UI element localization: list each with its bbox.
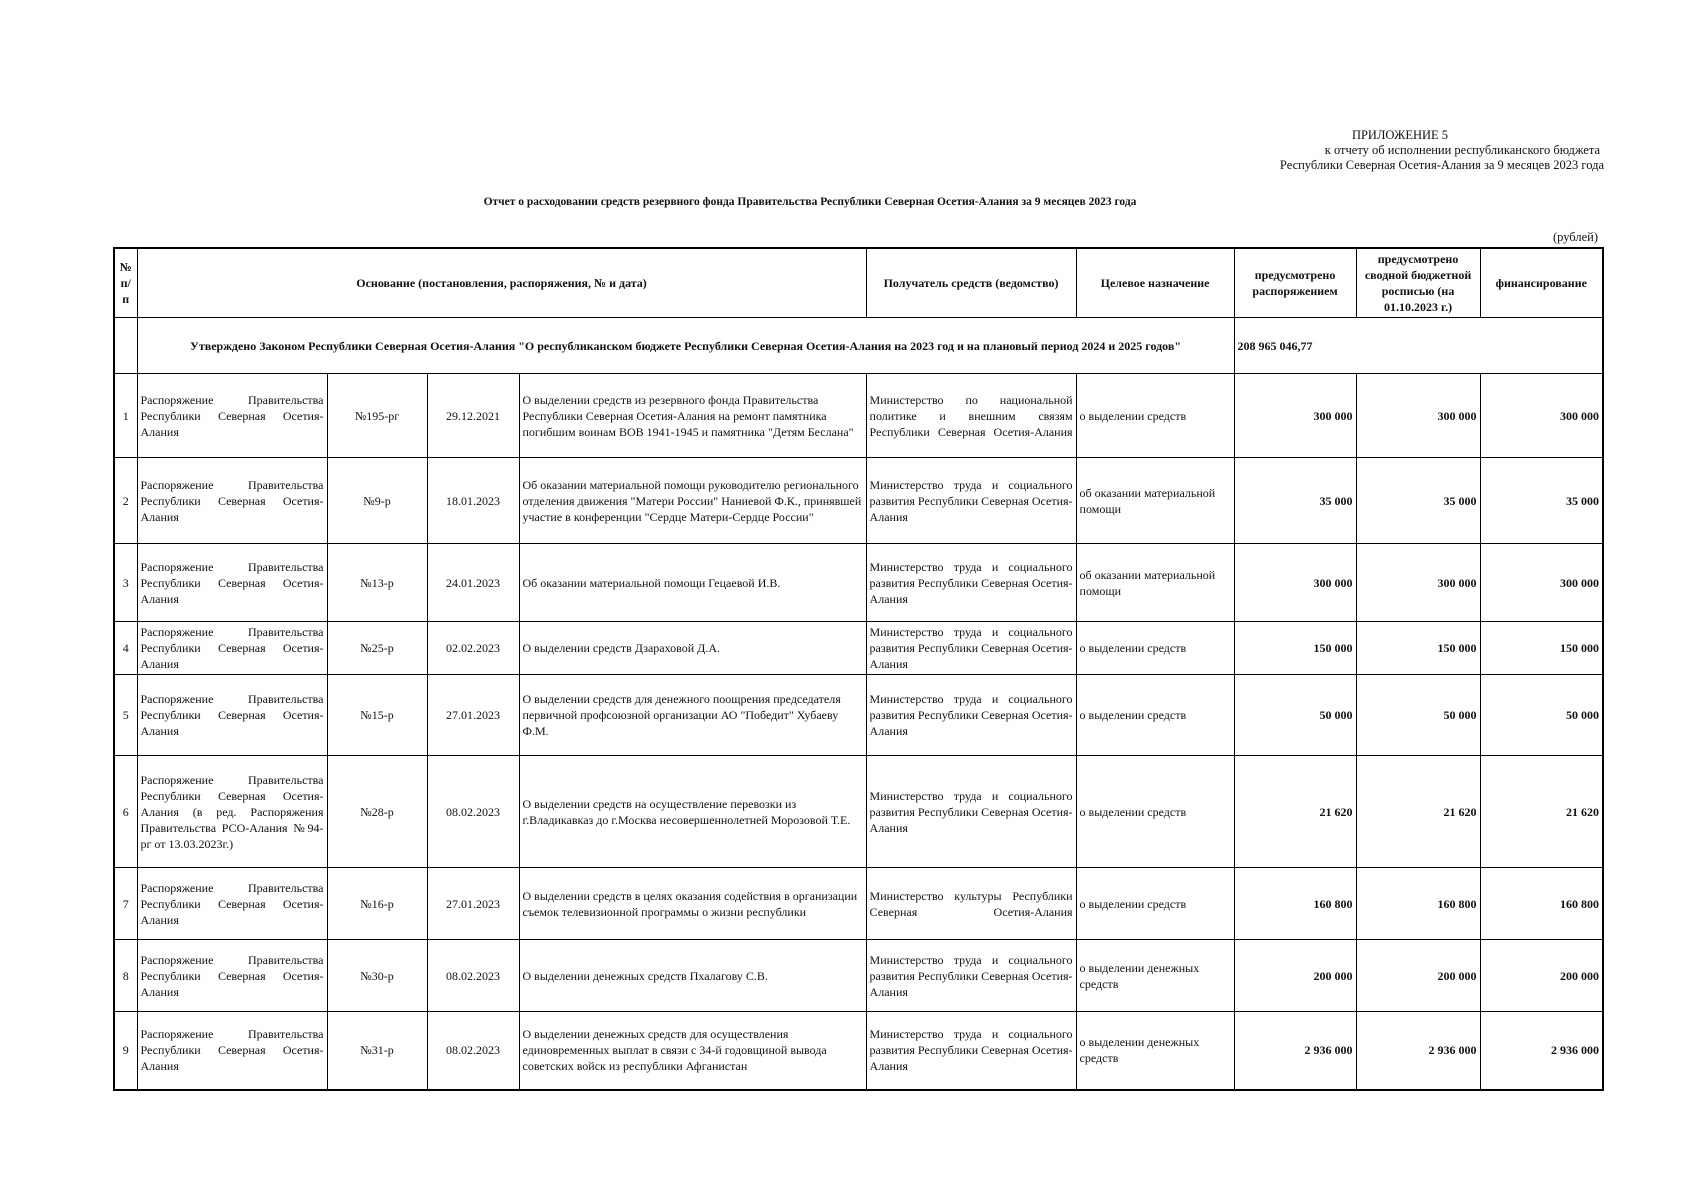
row-document-number: №9-р — [327, 458, 427, 544]
row-date: 18.01.2023 — [427, 458, 519, 544]
row-recipient: Министерство труда и социального развития Республики Северная Осетия-Алания — [866, 756, 1076, 868]
row-purpose: о выделении средств — [1076, 374, 1234, 458]
row-number: 7 — [114, 868, 137, 940]
row-number: 3 — [114, 544, 137, 622]
row-recipient: Министерство труда и социального развития Республики Северная Осетия-Алания — [866, 622, 1076, 675]
row-document-number: №30-р — [327, 940, 427, 1012]
row-subject: О выделении денежных средств для осуществления единовременных выплат в связи с 34-й годовщиной вывода советских войск из республики Афганистан — [519, 1012, 866, 1090]
row-number: 4 — [114, 622, 137, 675]
row-planned: 35 000 — [1234, 458, 1356, 544]
document-title: Отчет о расходовании средств резервного фонда Правительства Республики Северная Осетия-Алания за 9 месяцев 2023 года — [483, 196, 1137, 208]
row-financed: 2 936 000 — [1480, 1012, 1603, 1090]
row-date: 27.01.2023 — [427, 675, 519, 756]
row-date: 29.12.2021 — [427, 374, 519, 458]
row-date: 08.02.2023 — [427, 1012, 519, 1090]
header-budget-list: предусмотрено сводной бюджетной росписью (на 01.10.2023 г.) — [1356, 248, 1480, 318]
row-basis: Распоряжение Правительства Республики Северная Осетия-Алания — [137, 544, 327, 622]
row-document-number: №16-р — [327, 868, 427, 940]
row-recipient: Министерство труда и социального развития Республики Северная Осетия-Алания — [866, 940, 1076, 1012]
row-purpose: о выделении денежных средств — [1076, 1012, 1234, 1090]
header-financed: финансирование — [1480, 248, 1603, 318]
row-purpose: о выделении средств — [1076, 756, 1234, 868]
row-planned: 200 000 — [1234, 940, 1356, 1012]
row-number: 9 — [114, 1012, 137, 1090]
row-number: 5 — [114, 675, 137, 756]
row-document-number: №195-рг — [327, 374, 427, 458]
table-row — [114, 675, 1603, 756]
row-basis: Распоряжение Правительства Республики Северная Осетия-Алания — [137, 1012, 327, 1090]
row-planned: 2 936 000 — [1234, 1012, 1356, 1090]
approved-text: Утверждено Законом Республики Северная Осетия-Алания "О республиканском бюджете Республики Северная Осетия-Алания на 2023 год и на плановый период 2024 и 2025 годов" — [137, 318, 1234, 374]
row-basis: Распоряжение Правительства Республики Северная Осетия-Алания (в ред. Распоряжения Правительства РСО-Алания №94-рг от 13.03.2023г.) — [137, 756, 327, 868]
row-number: 6 — [114, 756, 137, 868]
row-budget-list: 160 800 — [1356, 868, 1480, 940]
row-budget-list: 150 000 — [1356, 622, 1480, 675]
header-planned: предусмотрено распоряжением — [1234, 248, 1356, 318]
row-number: 2 — [114, 458, 137, 544]
table-row — [114, 868, 1603, 940]
units-label: (рублей) — [1552, 230, 1598, 244]
row-purpose: о выделении средств — [1076, 868, 1234, 940]
row-basis: Распоряжение Правительства Республики Северная Осетия-Алания — [137, 675, 327, 756]
header-num: № п/п — [114, 248, 137, 318]
row-budget-list: 200 000 — [1356, 940, 1480, 1012]
row-basis: Распоряжение Правительства Республики Северная Осетия-Алания — [137, 458, 327, 544]
row-document-number: №28-р — [327, 756, 427, 868]
row-recipient: Министерство труда и социального развития Республики Северная Осетия-Алания — [866, 675, 1076, 756]
header-recipient: Получатель средств (ведомство) — [866, 248, 1076, 318]
row-date: 24.01.2023 — [427, 544, 519, 622]
row-document-number: №31-р — [327, 1012, 427, 1090]
appendix-header — [1200, 128, 1604, 173]
row-purpose: об оказании материальной помощи — [1076, 544, 1234, 622]
row-financed: 21 620 — [1480, 756, 1603, 868]
row-subject: О выделении средств из резервного фонда Правительства Республики Северная Осетия-Алания на ремонт памятника погибшим воинам ВОВ 1941-1945 и памятника "Детям Беслана" — [519, 374, 866, 458]
table-row — [114, 544, 1603, 622]
row-recipient: Министерство труда и социального развития Республики Северная Осетия-Алания — [866, 1012, 1076, 1090]
row-number: 1 — [114, 374, 137, 458]
row-recipient: Министерство труда и социального развития Республики Северная Осетия-Алания — [866, 544, 1076, 622]
approved-amount: 208 965 046,77 — [1234, 318, 1603, 374]
row-subject: О выделении средств на осуществление перевозки из г.Владикавказ до г.Москва несовершеннолетней Морозовой Т.Е. — [519, 756, 866, 868]
row-purpose: о выделении денежных средств — [1076, 940, 1234, 1012]
row-date: 27.01.2023 — [427, 868, 519, 940]
row-budget-list: 50 000 — [1356, 675, 1480, 756]
row-subject: О выделении средств в целях оказания содействия в организации съемок телевизионной программы о жизни республики — [519, 868, 866, 940]
row-subject: Об оказании материальной помощи Гецаевой И.В. — [519, 544, 866, 622]
row-purpose: о выделении средств — [1076, 622, 1234, 675]
row-document-number: №25-р — [327, 622, 427, 675]
row-purpose: об оказании материальной помощи — [1076, 458, 1234, 544]
appendix-line-2: к отчету об исполнении республиканского бюджета — [1324, 143, 1600, 157]
table-row — [114, 756, 1603, 868]
row-recipient: Министерство труда и социального развития Республики Северная Осетия-Алания — [866, 458, 1076, 544]
row-basis: Распоряжение Правительства Республики Северная Осетия-Алания — [137, 940, 327, 1012]
row-budget-list: 2 936 000 — [1356, 1012, 1480, 1090]
table-row — [114, 374, 1603, 458]
row-budget-list: 21 620 — [1356, 756, 1480, 868]
row-subject: Об оказании материальной помощи руководителю регионального отделения движения "Матери России" Наниевой Ф.К., принявшей участие в конференции "Сердце Матери-Сердце России" — [519, 458, 866, 544]
row-date: 08.02.2023 — [427, 940, 519, 1012]
row-planned: 50 000 — [1234, 675, 1356, 756]
row-planned: 300 000 — [1234, 544, 1356, 622]
row-subject: О выделении денежных средств Пхалагову С.В. — [519, 940, 866, 1012]
row-financed: 50 000 — [1480, 675, 1603, 756]
row-basis: Распоряжение Правительства Республики Северная Осетия-Алания — [137, 374, 327, 458]
row-budget-list: 300 000 — [1356, 374, 1480, 458]
row-basis: Распоряжение Правительства Республики Северная Осетия-Алания — [137, 622, 327, 675]
table-row — [114, 622, 1603, 675]
row-subject: О выделении средств Дзараховой Д.А. — [519, 622, 866, 675]
report-table — [113, 247, 1604, 1091]
row-recipient: Министерство по национальной политике и внешним связям Республики Северная Осетия-Алания — [866, 374, 1076, 458]
header-basis: Основание (постановления, распоряжения, № и дата) — [137, 248, 866, 318]
row-financed: 300 000 — [1480, 374, 1603, 458]
row-number: 8 — [114, 940, 137, 1012]
table-row — [114, 1012, 1603, 1090]
header-row — [114, 248, 1603, 318]
row-date: 02.02.2023 — [427, 622, 519, 675]
row-budget-list: 300 000 — [1356, 544, 1480, 622]
row-basis: Распоряжение Правительства Республики Северная Осетия-Алания — [137, 868, 327, 940]
row-financed: 300 000 — [1480, 544, 1603, 622]
row-financed: 150 000 — [1480, 622, 1603, 675]
row-recipient: Министерство культуры Республики Северная Осетия-Алания — [866, 868, 1076, 940]
appendix-label: ПРИЛОЖЕНИЕ 5 — [1351, 128, 1449, 142]
row-subject: О выделении средств для денежного поощрения председателя первичной профсоюзной организации АО "Победит" Хубаеву Ф.М. — [519, 675, 866, 756]
approved-row — [114, 318, 1603, 374]
row-financed: 200 000 — [1480, 940, 1603, 1012]
row-document-number: №15-р — [327, 675, 427, 756]
row-document-number: №13-р — [327, 544, 427, 622]
row-date: 08.02.2023 — [427, 756, 519, 868]
row-planned: 150 000 — [1234, 622, 1356, 675]
approved-num-cell — [114, 318, 137, 374]
header-purpose: Целевое назначение — [1076, 248, 1234, 318]
row-planned: 300 000 — [1234, 374, 1356, 458]
row-purpose: о выделении средств — [1076, 675, 1234, 756]
table-row — [114, 458, 1603, 544]
table-row — [114, 940, 1603, 1012]
appendix-line-3: Республики Северная Осетия-Алания за 9 месяцев 2023 года — [1279, 158, 1604, 172]
row-planned: 21 620 — [1234, 756, 1356, 868]
row-planned: 160 800 — [1234, 868, 1356, 940]
row-budget-list: 35 000 — [1356, 458, 1480, 544]
row-financed: 160 800 — [1480, 868, 1603, 940]
row-financed: 35 000 — [1480, 458, 1603, 544]
